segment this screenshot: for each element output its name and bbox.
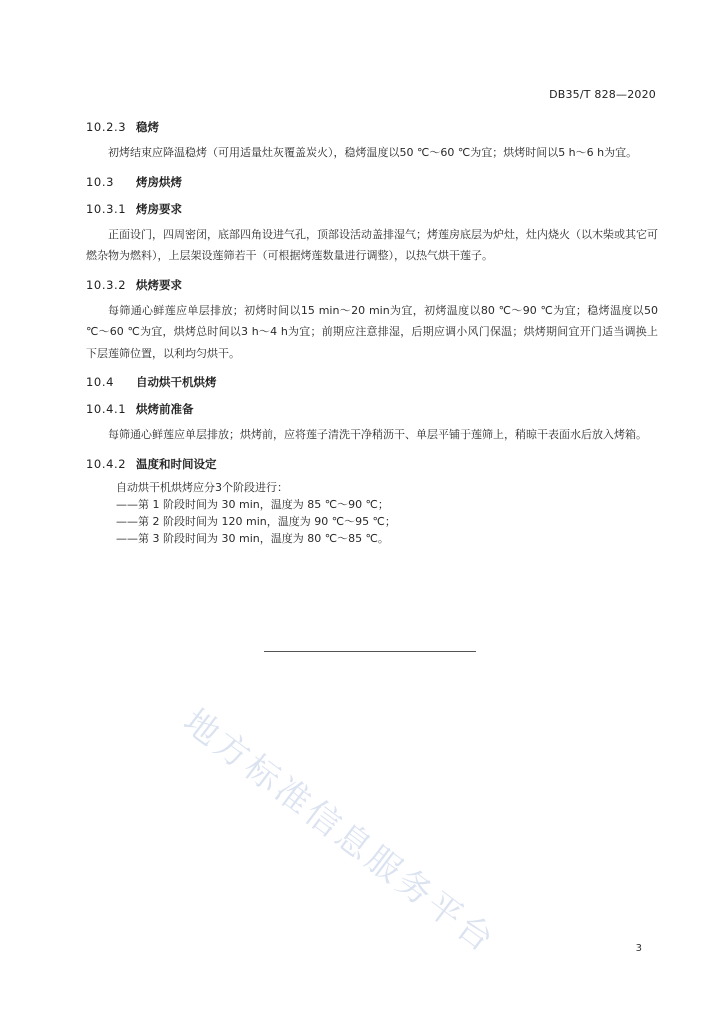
section-number: 10.3.2 [86,277,127,292]
section-title: 烤房烘烤 [136,174,182,189]
section-title: 稳烤 [136,120,159,134]
section-number: 10.3 [86,174,115,189]
list-item: ——第 1 阶段时间为 30 min，温度为 85 ℃～90 ℃； [116,497,389,511]
paragraph-10-2-3: 初烤结束应降温稳烤（可用适量灶灰覆盖炭火），稳烤温度以50 ℃～60 ℃为宜；烘烤时间以5 h～6 h为宜。 [108,146,638,159]
end-of-text-rule [264,651,476,652]
list-item: ——第 2 阶段时间为 120 min，温度为 90 ℃～95 ℃； [116,514,396,528]
heading-10-3-2 [86,276,658,294]
section-title: 烤房要求 [136,201,182,216]
watermark-text: 地方标准信息服务平台 [175,701,504,962]
list-item: ——第 3 阶段时间为 30 min，温度为 80 ℃～85 ℃。 [116,531,389,545]
section-number: 10.2.3 [86,120,127,134]
heading-10-4-1 [86,400,658,418]
heading-10-2-3 [86,118,658,136]
section-number: 10.4.1 [86,402,127,416]
heading-10-3 [86,173,658,191]
page-number: 3 [635,943,642,954]
section-title: 烘烤要求 [136,277,182,292]
paragraph-10-4-1: 每筛通心鲜莲应单层排放；烘烤前，应将莲子清洗干净稍沥干、单层平铺于莲筛上，稍晾干表面水后放入烤箱。 [108,428,647,441]
section-number: 10.4 [86,375,115,389]
section-title: 温度和时间设定 [136,456,217,471]
section-title: 烘烤前准备 [136,402,194,416]
heading-10-4-2 [86,455,658,473]
document-body [86,118,658,547]
document-code: DB35/T 828—2020 [549,88,656,101]
section-number: 10.3.1 [86,201,127,216]
paragraph-10-3-2: 每筛通心鲜莲应单层排放；初烤时间以15 min～20 min为宜，初烤温度以80 ℃～90 ℃为宜；稳烤温度以50 ℃～60 ℃为宜，烘烤总时间以3 h～4 h为宜；前期应注意排湿，后期应调小风门保温；烘烤期间宜开门适当调换上下层莲筛位置，以利均匀烘干。 [86,303,658,360]
paragraph-10-3-1: 正面设门，四周密闭，底部四角设进气孔，顶部设活动盖排湿气；烤莲房底层为炉灶，灶内烧火（以木柴或其它可燃杂物为燃料），上层架设莲筛若干（可根据烤莲数量进行调整），以热气烘干莲子。 [86,227,658,262]
list-intro: 自动烘干机烘烤应分3个阶段进行： [116,480,288,494]
section-number: 10.4.2 [86,456,127,471]
heading-10-3-1 [86,200,658,218]
section-title: 自动烘干机烘烤 [136,375,217,389]
heading-10-4 [86,373,658,391]
